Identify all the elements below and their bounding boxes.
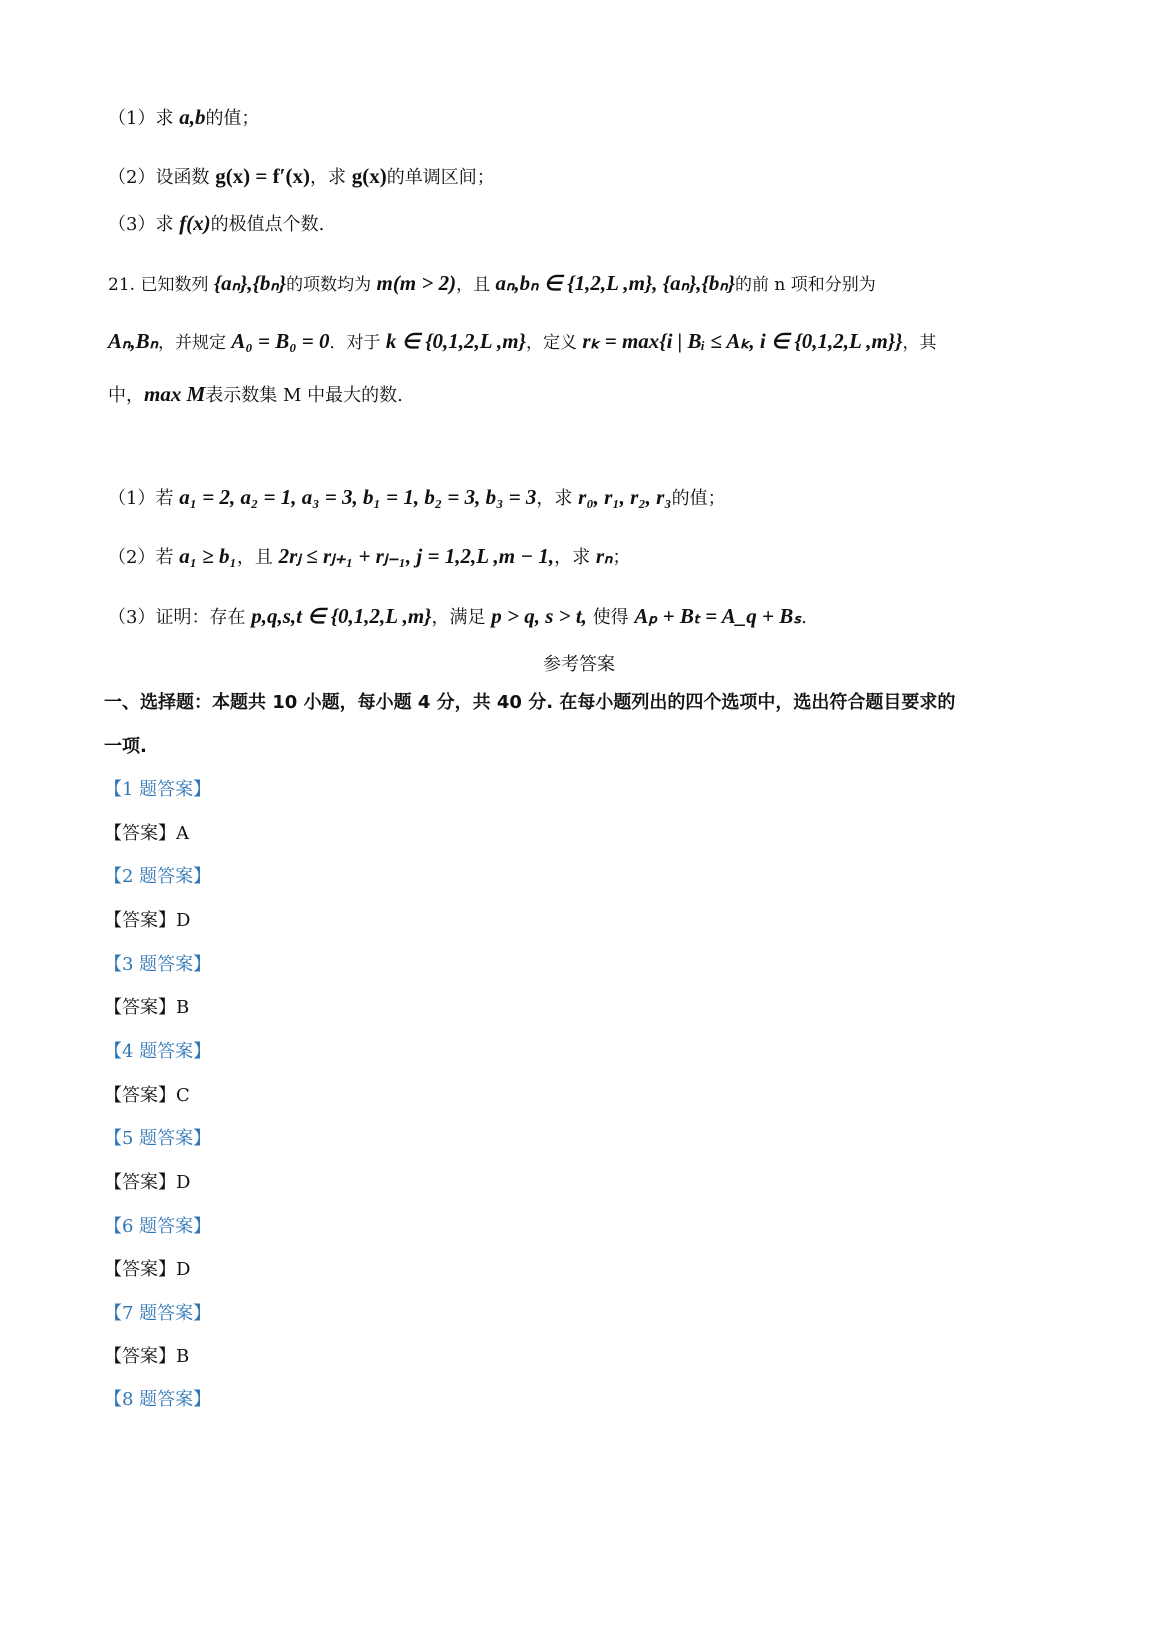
answers-title: 参考答案 [543, 654, 615, 675]
text: 的单调区间； [386, 167, 495, 188]
q21-stem-line1 [108, 270, 876, 298]
answer-value-7: 【答案】B [104, 1346, 190, 1368]
math: g(x) [351, 164, 387, 188]
answer-tag-4: 【4 题答案】 [104, 1040, 212, 1062]
math: g(x) = f′(x) [215, 164, 311, 188]
text: ，满足 [431, 607, 492, 628]
math: rₖ = max{i | Bᵢ ≤ Aₖ, i ∈ {0,1,2,L ,m}} [582, 329, 903, 353]
math: a₁ ≥ b₁ [179, 544, 237, 568]
math: r₀, r₁, r₂, r₃ [578, 485, 672, 509]
q21-part3 [108, 603, 807, 631]
text: 使得 [586, 607, 635, 628]
label: （2）若 [108, 547, 180, 568]
text: ； [612, 547, 631, 568]
math: a,b [179, 105, 206, 129]
answer-tag-3: 【3 题答案】 [104, 953, 212, 975]
answer-value-1: 【答案】A [104, 822, 189, 844]
section-heading: 一、选择题：本题共 10 小题，每小题 4 分，共 40 分. 在每小题列出的四个选项中，选出符合题目要求的 [104, 692, 956, 713]
q21-stem-line2 [108, 328, 937, 356]
text: 的前 n 项和分别为 [735, 275, 876, 295]
text: 的项数均为 [286, 275, 377, 295]
math: p,q,s,t ∈ {0,1,2,L ,m} [251, 604, 432, 628]
q20-part3 [108, 210, 324, 238]
text: 的值； [671, 488, 726, 509]
text: 表示数集 M 中最大的数. [205, 385, 403, 406]
answer-value-2: 【答案】D [104, 909, 191, 931]
math: f(x) [179, 211, 211, 235]
label: （3）证明：存在 [108, 607, 252, 628]
label: （3）求 [108, 214, 180, 235]
answer-value-5: 【答案】D [104, 1171, 191, 1193]
q21-stem-line3 [108, 381, 403, 409]
q20-part1 [108, 104, 259, 132]
text: ，求 [554, 547, 596, 568]
math: Aₙ,Bₙ [108, 329, 158, 353]
math: rₙ [595, 544, 613, 568]
text: . [801, 607, 807, 628]
text: ，并规定 [158, 333, 232, 353]
text: ，且 [236, 547, 279, 568]
math: a₁ = 2, a₂ = 1, a₃ = 3, b₁ = 1, b₂ = 3, b₃ = 3 [179, 485, 537, 509]
math: {aₙ},{bₙ} [213, 271, 287, 295]
text: 的极值点个数. [210, 214, 325, 235]
answer-value-3: 【答案】B [104, 997, 190, 1019]
answer-tag-6: 【6 题答案】 [104, 1215, 212, 1237]
text: 中， [108, 385, 144, 406]
math: max M [144, 382, 206, 406]
math: Aₚ + Bₜ = A_q + Bₛ [634, 604, 802, 628]
text: ，其 [902, 333, 937, 353]
math: aₙ,bₙ ∈ {1,2,L ,m}, {aₙ},{bₙ} [495, 271, 736, 295]
math: m(m > 2) [376, 271, 457, 295]
text: ，且 [456, 275, 496, 295]
answer-tag-8: 【8 题答案】 [104, 1389, 212, 1410]
answer-value-6: 【答案】D [104, 1259, 191, 1281]
text: ．对于 [329, 333, 386, 353]
q20-part2 [108, 163, 495, 191]
text: ，求 [310, 167, 352, 188]
text: 的值； [205, 108, 260, 129]
math: 2rⱼ ≤ rⱼ₊₁ + rⱼ₋₁, j = 1,2,L ,m − 1, [278, 544, 555, 568]
q21-part1 [108, 484, 726, 512]
label: （1）求 [108, 108, 180, 129]
q21-part2 [108, 543, 630, 571]
text: ，定义 [525, 333, 583, 353]
math: A₀ = B₀ = 0 [231, 329, 330, 353]
answer-tag-5: 【5 题答案】 [104, 1128, 212, 1150]
math: k ∈ {0,1,2,L ,m} [385, 329, 526, 353]
question-number: 21. 已知数列 [108, 275, 214, 295]
section-heading-cont: 一项. [104, 736, 147, 757]
label: （2）设函数 [108, 167, 216, 188]
answer-tag-2: 【2 题答案】 [104, 866, 212, 888]
text: ，求 [536, 488, 579, 509]
label: （1）若 [108, 488, 180, 509]
answer-tag-1: 【1 题答案】 [104, 779, 212, 800]
math: p > q, s > t, [491, 604, 587, 628]
answer-value-4: 【答案】C [104, 1084, 190, 1106]
answer-tag-7: 【7 题答案】 [104, 1302, 212, 1324]
